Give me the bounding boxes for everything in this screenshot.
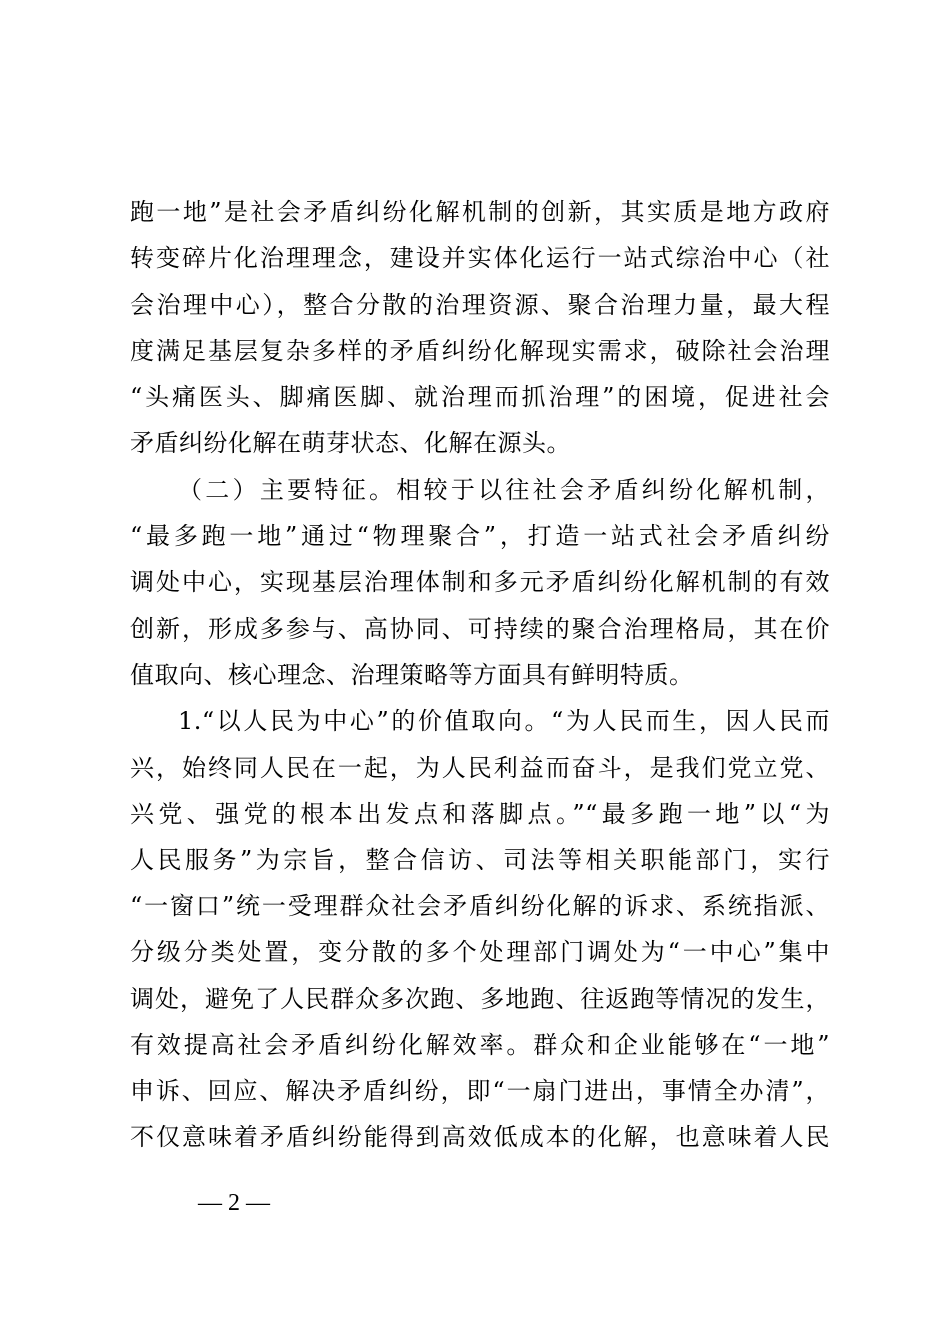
paragraph-3-line-3: 兴党、强党的根本出发点和落脚点。”“最多跑一地”以“为 [130,800,830,828]
paragraph-1-line-2: 转变碎片化治理理念，建设并实体化运行一站式综治中心（社 [130,244,830,272]
paragraph-1-line-6: 矛盾纠纷化解在萌芽状态、化解在源头。 [130,429,571,457]
paragraph-3-line-9: 申诉、回应、解决矛盾纠纷，即“一扇门进出，事情全办清”， [130,1077,830,1105]
paragraph-2-line-4: 创新，形成多参与、高协同、可持续的聚合治理格局，其在价 [130,615,830,643]
paragraph-2-line-1: （二）主要特征。相较于以往社会矛盾纠纷化解机制， [178,476,830,504]
paragraph-3-line-1: 1.“以人民为中心”的价值取向。“为人民而生，因人民而 [178,707,830,735]
page-number: — 2 — [198,1190,270,1216]
paragraph-2-line-3: 调处中心，实现基层治理体制和多元矛盾纠纷化解机制的有效 [130,568,830,596]
paragraph-1-line-1: 跑一地”是社会矛盾纠纷化解机制的创新，其实质是地方政府 [130,198,830,226]
paragraph-3-line-6: 分级分类处置，变分散的多个处理部门调处为“一中心”集中 [130,938,830,966]
paragraph-1-line-4: 度满足基层复杂多样的矛盾纠纷化解现实需求，破除社会治理 [130,337,830,365]
paragraph-2-line-2: “最多跑一地”通过“物理聚合”，打造一站式社会矛盾纠纷 [130,522,830,550]
paragraph-3-line-2: 兴，始终同人民在一起，为人民利益而奋斗，是我们党立党、 [130,754,830,782]
paragraph-3-line-5: “一窗口”统一受理群众社会矛盾纠纷化解的诉求、系统指派、 [130,892,830,920]
paragraph-3-line-4: 人民服务”为宗旨，整合信访、司法等相关职能部门，实行 [130,846,830,874]
paragraph-3-line-10: 不仅意味着矛盾纠纷能得到高效低成本的化解，也意味着人民 [130,1123,830,1151]
paragraph-3-line-7: 调处，避免了人民群众多次跑、多地跑、往返跑等情况的发生， [130,985,830,1013]
paragraph-2-line-5: 值取向、核心理念、治理策略等方面具有鲜明特质。 [130,661,694,689]
paragraph-1-line-5: “头痛医头、脚痛医脚、就治理而抓治理”的困境，促进社会 [130,383,830,411]
paragraph-3-line-8: 有效提高社会矛盾纠纷化解效率。群众和企业能够在“一地” [130,1031,830,1059]
paragraph-1-line-3: 会治理中心），整合分散的治理资源、聚合治理力量，最大程 [130,291,830,319]
